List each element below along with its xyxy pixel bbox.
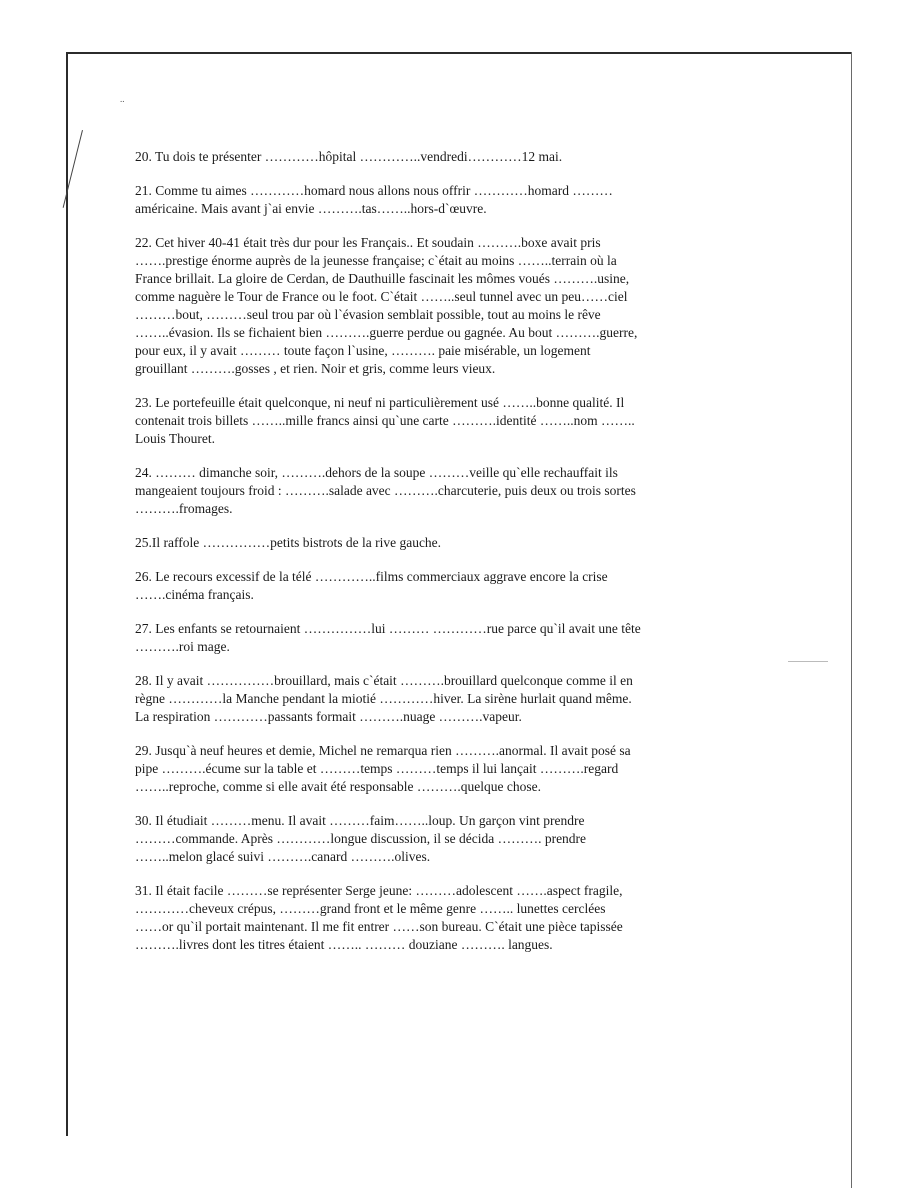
- exercise-line: comme naguère le Tour de France ou le foot. C`était ……..seul tunnel avec un peu……ciel: [135, 289, 628, 304]
- exercise-line: ……….roi mage.: [135, 639, 230, 654]
- exercise-line: 26. Le recours excessif de la télé …………..films commerciaux aggrave encore la crise: [135, 569, 608, 584]
- exercise-line: 25.Il raffole ……………petits bistrots de la rive gauche.: [135, 535, 442, 550]
- exercise-line: 29. Jusqu`à neuf heures et demie, Michel ne remarqua rien ……….anormal. Il avait posé sa: [135, 743, 631, 758]
- exercise-24: [135, 464, 720, 518]
- exercise-line: Louis Thouret.: [135, 431, 215, 446]
- exercise-line: 20. Tu dois te présenter …………hôpital …………..vendredi…………12 mai.: [135, 149, 563, 164]
- exercise-line: américaine. Mais avant j`ai envie ……….tas……..hors-d`œuvre.: [135, 201, 487, 216]
- exercise-22: [135, 234, 720, 378]
- exercise-21: [135, 182, 720, 218]
- exercise-25: [135, 534, 720, 552]
- page-border-left: [66, 52, 68, 1136]
- exercise-23: [135, 394, 720, 448]
- exercise-line: 27. Les enfants se retournaient ……………lui ……… …………rue parce qu`il avait une tête: [135, 621, 641, 636]
- exercise-line: …….prestige énorme auprès de la jeunesse française; c`était au moins ……..terrain où la: [135, 253, 617, 268]
- exercise-line: …….cinéma français.: [135, 587, 254, 602]
- exercise-line: pipe ……….écume sur la table et ………temps ………temps il lui lançait ……….regard: [135, 761, 619, 776]
- scan-speck-mark: ..: [120, 94, 125, 104]
- exercise-line: contenait trois billets ……..mille francs ainsi qu`une carte ……….identité ……..nom ……..: [135, 413, 635, 428]
- exercise-line: ……….livres dont les titres étaient …….. ……… douziane ………. langues.: [135, 937, 553, 952]
- exercise-31: [135, 882, 720, 954]
- page-border-right: [851, 52, 852, 1188]
- exercise-line: règne …………la Manche pendant la miotié …………hiver. La sirène hurlait quand même.: [135, 691, 632, 706]
- scan-edge-mark: [788, 661, 828, 662]
- exercise-line: ……..évasion. Ils se fichaient bien ……….guerre perdue ou gagnée. Au bout ……….guerre,: [135, 325, 638, 340]
- exercise-line: 28. Il y avait ……………brouillard, mais c`était ……….brouillard quelconque comme il en: [135, 673, 633, 688]
- exercise-29: [135, 742, 720, 796]
- exercise-20: [135, 148, 720, 166]
- exercise-line: 30. Il étudiait ………menu. Il avait ………faim……..loup. Un garçon vint prendre: [135, 813, 585, 828]
- exercise-line: La respiration …………passants formait ……….nuage ……….vapeur.: [135, 709, 522, 724]
- exercise-30: [135, 812, 720, 866]
- exercise-line: 24. ……… dimanche soir, ……….dehors de la soupe ………veille qu`elle rechauffait ils: [135, 465, 618, 480]
- exercise-list: [135, 148, 720, 970]
- exercise-27: [135, 620, 720, 656]
- exercise-line: France brillait. La gloire de Cerdan, de Dauthuille fascinait les mômes voués ……….usine,: [135, 271, 630, 286]
- exercise-line: 23. Le portefeuille était quelconque, ni neuf ni particulièrement usé ……..bonne qualité. Il: [135, 395, 625, 410]
- exercise-line: ……or qu`il portait maintenant. Il me fit entrer ……son bureau. C`était une pièce tapissée: [135, 919, 623, 934]
- exercise-line: mangeaient toujours froid : ……….salade avec ……….charcuterie, puis deux ou trois sortes: [135, 483, 636, 498]
- exercise-line: pour eux, il y avait ……… toute façon l`usine, ………. paie misérable, un logement: [135, 343, 591, 358]
- exercise-line: ………commande. Après …………longue discussion, il se décida ………. prendre: [135, 831, 587, 846]
- exercise-line: ……….fromages.: [135, 501, 233, 516]
- exercise-line: 31. Il était facile ………se représenter Serge jeune: ………adolescent …….aspect fragile,: [135, 883, 623, 898]
- exercise-line: ……..melon glacé suivi ……….canard ……….olives.: [135, 849, 431, 864]
- page-border-top: [66, 52, 852, 54]
- exercise-line: 22. Cet hiver 40-41 était très dur pour les Français.. Et soudain ……….boxe avait pris: [135, 235, 601, 250]
- exercise-28: [135, 672, 720, 726]
- exercise-line: ………bout, ………seul trou par où l`évasion semblait possible, tout au moins le rêve: [135, 307, 601, 322]
- exercise-line: 21. Comme tu aimes …………homard nous allons nous offrir …………homard ………: [135, 183, 613, 198]
- exercise-26: [135, 568, 720, 604]
- exercise-line: …………cheveux crépus, ………grand front et le même genre …….. lunettes cerclées: [135, 901, 606, 916]
- exercise-line: ……..reproche, comme si elle avait été responsable ……….quelque chose.: [135, 779, 541, 794]
- exercise-line: grouillant ……….gosses , et rien. Noir et gris, comme leurs vieux.: [135, 361, 496, 376]
